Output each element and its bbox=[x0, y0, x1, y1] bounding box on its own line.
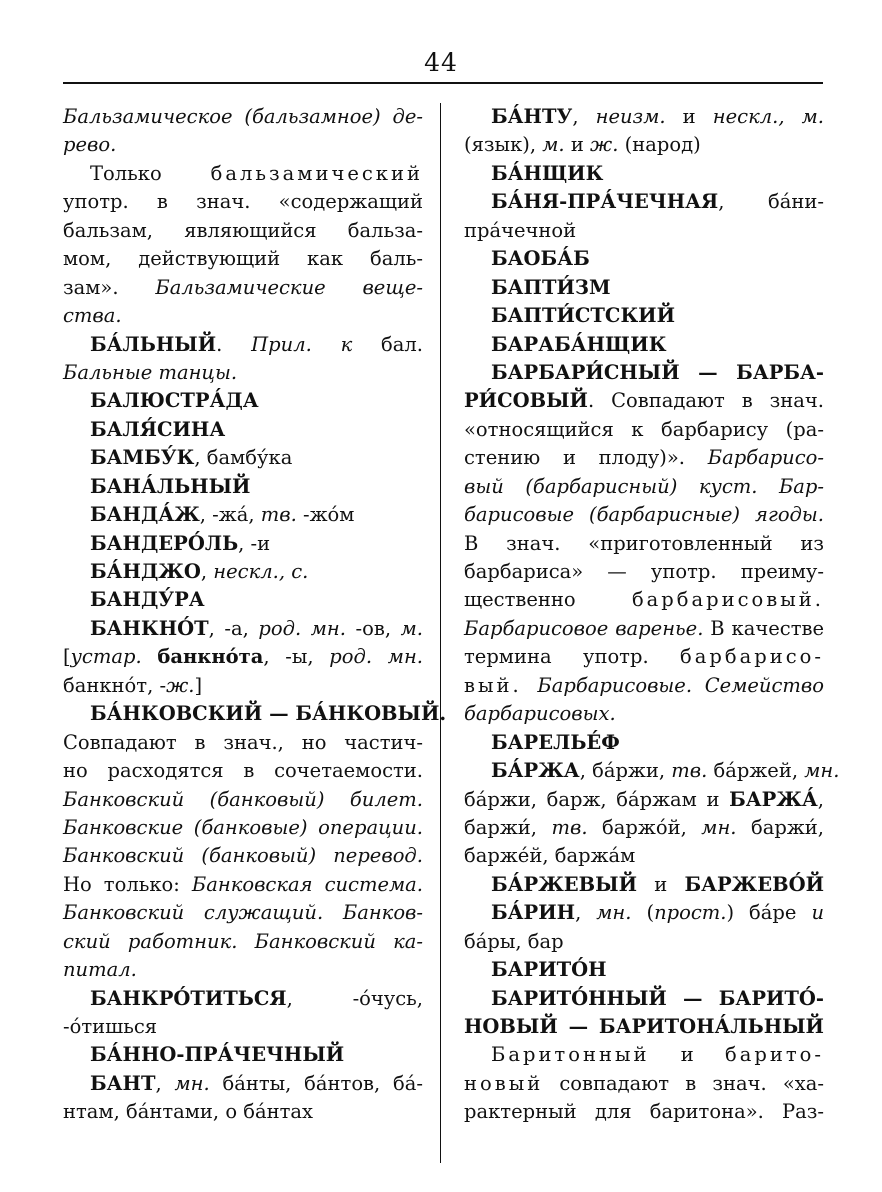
text-segment: , бамбу́ка bbox=[194, 446, 293, 470]
italic-text: устар. bbox=[70, 645, 142, 669]
headword: БАНТ bbox=[90, 1071, 156, 1095]
text-line bbox=[464, 1098, 824, 1126]
text-segment: употр. в знач. «содержащий bbox=[63, 190, 423, 214]
headword: банкно́та bbox=[157, 645, 264, 669]
text-line bbox=[63, 274, 423, 302]
right-column bbox=[464, 103, 840, 1127]
text-segment: баржи́, bbox=[736, 815, 825, 839]
text-segment: [ bbox=[63, 645, 71, 669]
italic-text: Барбарисовое варенье. bbox=[464, 616, 704, 640]
text-segment: , -жа́, bbox=[199, 503, 261, 527]
text-segment: термина употр. bbox=[464, 645, 681, 669]
text-line bbox=[464, 501, 824, 529]
headword: БА́РЖЕВЫЙ bbox=[491, 872, 637, 896]
text-line bbox=[464, 729, 824, 757]
text-segment: , -ы, bbox=[263, 645, 330, 669]
text-segment: и bbox=[564, 133, 591, 157]
text-line bbox=[63, 501, 423, 529]
italic-text: мн. bbox=[701, 815, 737, 839]
italic-text: нескл., м. bbox=[712, 105, 824, 128]
text-line bbox=[63, 387, 423, 415]
text-segment: Только bbox=[90, 161, 211, 185]
text-line bbox=[464, 131, 824, 159]
spaced-term: барбарисо- bbox=[680, 645, 824, 669]
italic-text: ский работник. Банковский ка- bbox=[63, 929, 423, 953]
text-segment: . bbox=[216, 332, 252, 356]
text-line bbox=[63, 359, 423, 387]
spaced-term: барбарисовый. bbox=[631, 588, 824, 612]
text-line bbox=[63, 956, 423, 984]
text-line bbox=[63, 160, 423, 188]
text-segment: , ба́ни- bbox=[718, 190, 824, 214]
text-line bbox=[63, 245, 423, 273]
text-segment: , bbox=[155, 1071, 175, 1095]
text-segment bbox=[142, 645, 158, 668]
text-line bbox=[464, 643, 824, 671]
text-line bbox=[464, 871, 824, 899]
text-line bbox=[63, 672, 423, 700]
text-line bbox=[63, 643, 423, 671]
text-segment: стению и плоду)». bbox=[464, 446, 708, 470]
text-segment: , ба́ржи, bbox=[579, 759, 672, 783]
text-segment: но расходятся в сочетаемости. bbox=[63, 759, 423, 783]
spaced-term: вый. bbox=[464, 673, 538, 697]
text-segment: ( bbox=[631, 901, 655, 925]
text-line bbox=[464, 928, 824, 956]
text-segment: баржо́й, bbox=[587, 815, 702, 839]
italic-text: мн. bbox=[804, 759, 840, 783]
text-segment: «относящийся к барбарису (ра- bbox=[464, 417, 824, 441]
text-segment: (народ) bbox=[618, 133, 701, 157]
text-line bbox=[464, 786, 824, 814]
text-segment: щественно bbox=[464, 588, 632, 612]
text-line bbox=[63, 188, 423, 216]
column-divider bbox=[440, 103, 441, 1163]
text-segment: ба́ры, бар bbox=[464, 929, 564, 953]
text-segment: Но только: bbox=[63, 872, 192, 896]
headword: БА́НДЖО bbox=[90, 560, 201, 583]
headword: БАНКРО́ТИТЬСЯ bbox=[90, 986, 287, 1010]
headword: БА́НЩИК bbox=[491, 161, 604, 185]
text-segment: и bbox=[665, 105, 713, 128]
text-line bbox=[63, 1098, 423, 1126]
text-line bbox=[464, 757, 840, 785]
text-segment: ] bbox=[194, 673, 203, 697]
text-line bbox=[63, 131, 423, 159]
text-segment: совпадают в знач. «ха- bbox=[543, 1071, 824, 1095]
italic-text: рево. bbox=[63, 133, 117, 157]
header-rule bbox=[63, 82, 823, 84]
italic-text: ж. bbox=[166, 673, 195, 697]
italic-text: Банковский (банковый) билет. bbox=[63, 787, 423, 811]
text-segment: , bbox=[817, 787, 824, 811]
italic-text: ж. bbox=[590, 133, 619, 157]
text-segment: баржи́, bbox=[464, 815, 552, 839]
text-line bbox=[464, 842, 824, 870]
italic-text: Бальзамические веще- bbox=[155, 275, 423, 299]
text-segment: , -а, bbox=[208, 616, 259, 640]
italic-text: прост. bbox=[654, 901, 727, 925]
text-segment: ба́ржей, bbox=[707, 759, 805, 783]
italic-text: Прил. к bbox=[251, 332, 353, 356]
text-line bbox=[464, 331, 824, 359]
text-line bbox=[464, 245, 824, 273]
text-line bbox=[464, 1041, 824, 1069]
spaced-term: барито- bbox=[725, 1043, 824, 1067]
headword: БАРАБА́НЩИК bbox=[491, 332, 667, 356]
italic-text: неизм. bbox=[595, 105, 666, 128]
italic-text: Бальные танцы. bbox=[63, 360, 238, 384]
italic-text: тв. bbox=[260, 503, 297, 527]
headword: БАРЕЛЬЕ́Ф bbox=[491, 730, 620, 754]
headword: БАРЖЕВО́Й bbox=[684, 872, 824, 896]
text-line bbox=[464, 985, 824, 1013]
text-line bbox=[464, 530, 824, 558]
text-line bbox=[63, 729, 423, 757]
text-segment: В знач. «приготовленный из bbox=[464, 531, 824, 555]
text-line bbox=[464, 103, 824, 131]
headword: НОВЫЙ — БАРИТОНА́ЛЬНЫЙ bbox=[464, 1015, 824, 1038]
text-line bbox=[63, 615, 423, 643]
spaced-term: Баритонный bbox=[491, 1043, 650, 1067]
italic-text: Барбарисовые. Семейство bbox=[537, 673, 824, 697]
text-segment: ба́ржи, барж, ба́ржам и bbox=[464, 787, 730, 811]
italic-text: тв. bbox=[671, 759, 708, 783]
text-line bbox=[63, 416, 423, 444]
text-segment: -ов, bbox=[345, 616, 401, 640]
text-line bbox=[63, 444, 423, 472]
text-line bbox=[464, 1070, 824, 1098]
text-line bbox=[63, 871, 423, 899]
headword: БА́ННО-ПРА́ЧЕЧНЫЙ bbox=[90, 1043, 345, 1067]
text-line bbox=[464, 1013, 824, 1041]
text-segment: (язык), bbox=[464, 133, 543, 157]
text-segment: бал. bbox=[352, 332, 423, 356]
text-segment: и bbox=[649, 1043, 726, 1067]
text-line bbox=[63, 558, 423, 586]
italic-text: вый (барбарисный) куст. Бар- bbox=[464, 474, 824, 498]
text-line bbox=[63, 1013, 423, 1041]
text-segment: , bbox=[572, 105, 596, 128]
text-line bbox=[63, 473, 423, 501]
headword: БАРЖА́ bbox=[729, 787, 818, 811]
text-line bbox=[464, 672, 824, 700]
italic-text: Банковский служащий. Банков- bbox=[63, 901, 423, 925]
text-line bbox=[63, 786, 423, 814]
text-segment: мом, действующий как баль- bbox=[63, 247, 423, 271]
text-line bbox=[63, 1041, 423, 1069]
headword: БАПТИ́СТСКИЙ bbox=[491, 304, 676, 328]
left-column bbox=[63, 103, 447, 1127]
text-line bbox=[464, 387, 824, 415]
italic-text: Бальзамическое (бальзамное) де- bbox=[63, 105, 423, 128]
text-segment: рактерный для баритона». Раз- bbox=[464, 1100, 824, 1124]
spaced-term: бальзамический bbox=[210, 161, 423, 185]
text-segment: бальзам, являющийся бальза- bbox=[63, 218, 423, 242]
text-line bbox=[464, 302, 824, 330]
headword: БА́НТУ bbox=[491, 105, 573, 128]
text-line bbox=[464, 899, 824, 927]
headword: РИ́СОВЫЙ bbox=[464, 389, 588, 413]
italic-text: Банковский (банковый) перевод. bbox=[63, 844, 423, 868]
italic-text: ства. bbox=[63, 304, 122, 328]
text-line bbox=[63, 700, 447, 728]
headword: БАНДА́Ж bbox=[90, 503, 200, 527]
text-segment: Совпадают в знач., но частич- bbox=[63, 730, 423, 754]
page-number: 44 bbox=[424, 48, 458, 77]
text-line bbox=[63, 814, 423, 842]
headword: БАРИТО́ННЫЙ — БАРИТО́- bbox=[491, 986, 824, 1010]
text-segment: ) ба́ре bbox=[726, 901, 812, 925]
text-line bbox=[464, 586, 824, 614]
text-line bbox=[464, 416, 824, 444]
headword: БАНДУ́РА bbox=[90, 588, 205, 612]
italic-text: род. мн. bbox=[329, 645, 423, 669]
text-segment: и bbox=[637, 872, 685, 896]
italic-text: и bbox=[811, 901, 824, 925]
headword: БАРИТО́Н bbox=[491, 958, 607, 982]
text-line bbox=[63, 586, 423, 614]
italic-text: м. bbox=[542, 133, 565, 157]
text-line bbox=[63, 530, 423, 558]
text-line bbox=[63, 985, 423, 1013]
text-line bbox=[63, 899, 423, 927]
headword: БАПТИ́ЗМ bbox=[491, 275, 611, 299]
text-line bbox=[63, 103, 423, 131]
italic-text: питал. bbox=[63, 958, 137, 982]
headword: БА́НКОВСКИЙ — БА́НКОВЫЙ. bbox=[90, 702, 447, 726]
headword: БА́ЛЬНЫЙ bbox=[90, 332, 217, 356]
text-segment: пра́чечной bbox=[464, 218, 577, 242]
italic-text: мн. bbox=[596, 901, 632, 925]
text-segment: ба́нты, ба́нтов, ба́- bbox=[209, 1071, 423, 1095]
text-segment: барже́й, баржа́м bbox=[464, 844, 636, 868]
text-segment: зам». bbox=[63, 275, 156, 299]
text-segment: . Совпадают в знач. bbox=[587, 389, 824, 413]
headword: БАРБАРИ́СНЫЙ — БАРБА- bbox=[491, 360, 824, 384]
headword: БАНДЕРО́ЛЬ bbox=[90, 531, 239, 555]
text-segment: нтам, ба́нтами, о ба́нтах bbox=[63, 1100, 314, 1124]
italic-text: Банковская система. bbox=[191, 872, 424, 896]
italic-text: тв. bbox=[551, 815, 588, 839]
text-line bbox=[464, 615, 824, 643]
text-line bbox=[63, 928, 423, 956]
headword: БА́РЖА bbox=[491, 759, 580, 783]
text-segment: , bbox=[575, 901, 597, 925]
italic-text: мн. bbox=[174, 1071, 210, 1095]
text-line bbox=[464, 558, 824, 586]
headword: БАЛЯ́СИНА bbox=[90, 417, 226, 441]
text-line bbox=[464, 160, 824, 188]
text-segment: банкно́т, - bbox=[63, 673, 167, 697]
text-segment: , -о́чусь, bbox=[286, 986, 423, 1010]
text-segment: барбариса» — употр. преиму- bbox=[464, 560, 824, 583]
spaced-term: новый bbox=[464, 1071, 544, 1095]
italic-text: нескл., с. bbox=[213, 560, 309, 583]
headword: БАНКНО́Т bbox=[90, 616, 209, 640]
headword: БАОБА́Б bbox=[491, 247, 590, 271]
text-line bbox=[464, 700, 824, 728]
headword: БАНА́ЛЬНЫЙ bbox=[90, 474, 251, 498]
text-line bbox=[63, 757, 423, 785]
text-line bbox=[464, 217, 824, 245]
text-line bbox=[464, 274, 824, 302]
text-line bbox=[464, 188, 824, 216]
text-line bbox=[464, 359, 824, 387]
text-segment: , bbox=[200, 560, 214, 583]
italic-text: барисовые (барбарисные) ягоды. bbox=[464, 503, 824, 527]
italic-text: м. bbox=[400, 616, 423, 640]
text-line bbox=[464, 473, 824, 501]
text-segment: -о́тишься bbox=[63, 1015, 158, 1038]
text-line bbox=[63, 217, 423, 245]
text-line bbox=[63, 1070, 423, 1098]
text-segment: -жо́м bbox=[296, 503, 355, 527]
headword: БАЛЮСТРА́ДА bbox=[90, 389, 259, 413]
text-segment: В качестве bbox=[703, 616, 825, 640]
headword: БАМБУ́К bbox=[90, 446, 195, 470]
headword: БА́РИН bbox=[491, 901, 576, 925]
text-line bbox=[63, 302, 423, 330]
text-line bbox=[464, 814, 824, 842]
italic-text: барбарисовых. bbox=[464, 702, 616, 726]
text-line bbox=[464, 956, 824, 984]
text-line bbox=[63, 331, 423, 359]
text-segment: , -и bbox=[238, 531, 271, 555]
italic-text: Барбарисо- bbox=[707, 446, 824, 470]
headword: БА́НЯ-ПРА́ЧЕЧНАЯ bbox=[491, 190, 719, 214]
italic-text: род. мн. bbox=[258, 616, 346, 640]
text-line bbox=[464, 444, 824, 472]
text-line bbox=[63, 842, 423, 870]
italic-text: Банковские (банковые) операции. bbox=[63, 815, 423, 839]
